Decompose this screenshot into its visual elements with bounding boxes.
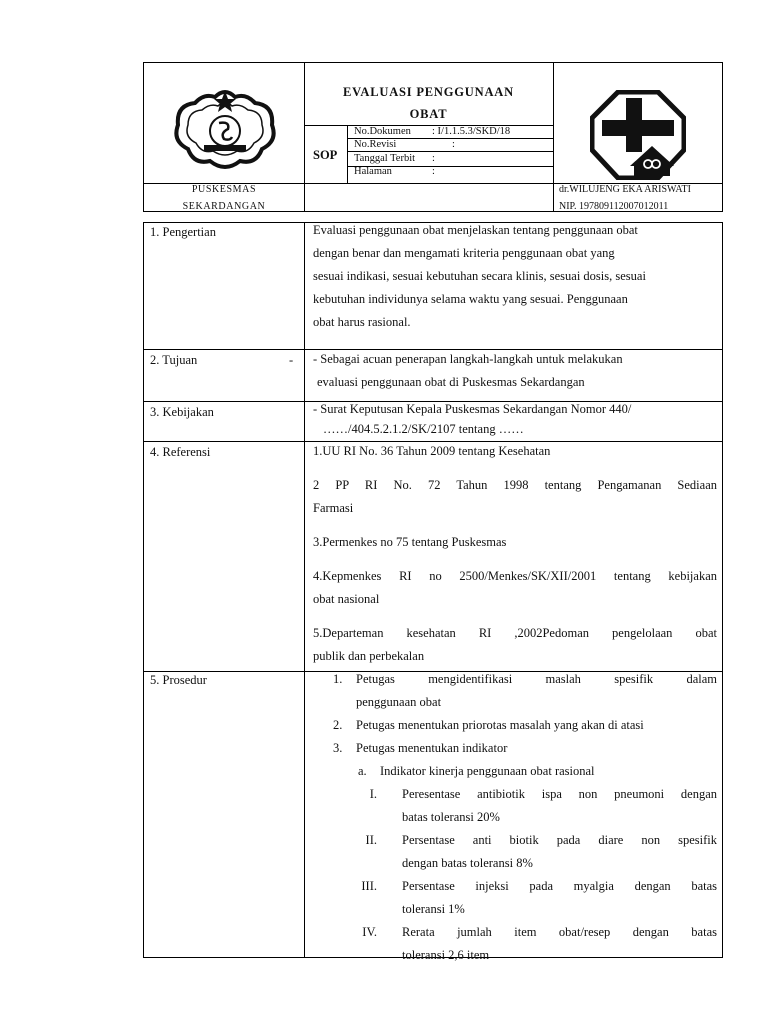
indicator-text: dengan batas toleransi 8% [402,856,533,870]
procedure-step [313,737,717,760]
document-title-line2: OBAT [409,107,448,121]
indicator-text: Persentase anti biotik pada diare non spesifik [402,833,717,847]
step-text: Petugas mengidentifikasi maslah spesifik dalam [356,672,717,686]
step-text: Petugas menentukan indikator [356,741,508,755]
indicator-number: II. [365,833,377,847]
procedure-substep [313,760,717,783]
tujuan-text [313,348,717,394]
indicator-text: toleransi 2,6 item [402,948,490,962]
field-tanggal-terbit [348,153,553,165]
column-divider [304,223,305,957]
indicator-text: Rerata jumlah item obat/resep dengan batas [402,925,717,939]
document-header [143,62,723,212]
reference-item [313,531,717,565]
indicator-text: Persentase injeksi pada myalgia dengan batas [402,879,717,893]
field-value: : [432,153,435,164]
text-line: Evaluasi penggunaan obat menjelaskan tentang penggunaan obat [313,223,638,237]
prosedur-list [313,668,717,967]
field-label: Tanggal Terbit [354,153,416,164]
step-number: 1. [333,672,343,686]
field-label: No.Dokumen [354,126,411,137]
text-line: ……/404.5.2.1.2/SK/2107 tentang …… [323,422,524,436]
section-label-prosedur: 5. Prosedur [150,673,207,687]
procedure-step [313,668,717,714]
indicator-number: IV. [362,925,377,939]
text-line: kebutuhan individunya selama waktu yang sesuai. Penggunaan [313,292,628,306]
indicator-number: I. [369,787,377,801]
regency-emblem-logo [170,85,280,173]
field-value: : [432,166,435,177]
indicator-item [313,829,717,875]
substep-text: Indikator kinerja penggunaan obat rasional [380,764,595,778]
step-text: penggunaan obat [356,695,442,709]
indicator-item [313,921,717,967]
text-line: dengan benar dan mengamati kriteria penggunaan obat yang [313,246,615,260]
document-fields-block [304,125,553,184]
field-no-dokumen [348,126,553,138]
section-label-pengertian: 1. Pengertian [150,225,216,239]
reference-line: obat nasional [313,592,380,606]
kebijakan-text [313,399,717,439]
field-no-revisi [348,139,553,151]
reference-line: 1.UU RI No. 36 Tahun 2009 tentang Kesehatan [313,444,551,458]
reference-line: 3.Permenkes no 75 tentang Puskesmas [313,535,507,549]
header-divider [553,63,554,211]
tujuan-dash: - [289,353,294,367]
field-value: : [452,139,455,150]
reference-item [313,565,717,622]
indicator-text: toleransi 1% [402,902,465,916]
text-line: - Surat Keputusan Kepala Puskesmas Sekardangan Nomor 440/ [313,402,632,416]
reference-line: 2 PP RI No. 72 Tahun 1998 tentang Pengamanan Sediaan [313,478,717,492]
text-line: evaluasi penggunaan obat di Puskesmas Sekardangan [317,375,585,389]
pengertian-text [313,219,717,334]
reference-line: 4.Kepmenkes RI no 2500/Menkes/SK/XII/2001 tentang kebijakan [313,569,717,583]
organization-name-line1: PUSKESMAS [191,184,257,195]
text-line: obat harus rasional. [313,315,411,329]
organization-name-line2: SEKARDANGAN [182,201,266,212]
reference-item [313,474,717,531]
reference-item [313,622,717,672]
field-divider [348,151,553,152]
indicator-item [313,783,717,829]
procedure-step [313,714,717,737]
step-number: 3. [333,741,343,755]
sop-label: SOP [313,148,338,162]
section-label-referensi: 4. Referensi [150,445,211,459]
text-line: sesuai indikasi, sesuai kebutuhan secara klinis, sesuai dosis, sesuai [313,269,646,283]
field-label: Halaman [354,166,392,177]
field-label: No.Revisi [354,139,397,150]
substep-letter: a. [358,764,367,778]
field-value: : I/1.1.5.3/SKD/18 [432,126,511,137]
indicator-text: Peresentase antibiotik ispa non pneumoni dengan [402,787,717,801]
puskesmas-logo [590,90,686,180]
text-line: - Sebagai acuan penerapan langkah-langkah untuk melakukan [313,352,623,366]
step-number: 2. [333,718,343,732]
indicator-number: III. [361,879,377,893]
step-text: Petugas menentukan priorotas masalah yang akan di atasi [356,718,644,732]
field-halaman [348,166,553,178]
reference-line: Farmasi [313,501,354,515]
reference-line: publik dan perbekalan [313,649,425,663]
signer-nip: NIP. 197809112007012011 [559,201,669,212]
indicator-item [313,875,717,921]
indicator-text: batas toleransi 20% [402,810,500,824]
reference-line: 5.Departeman kesehatan RI ,2002Pedoman pengelolaan obat [313,626,717,640]
referensi-list [313,440,717,672]
document-title-line1: EVALUASI PENGGUNAAN [343,85,514,99]
section-label-tujuan: 2. Tujuan [150,353,198,367]
reference-item [313,440,717,474]
signer-name: dr.WILUJENG EKA ARISWATI [559,184,691,195]
sop-content-table [143,222,723,962]
section-label-kebijakan: 3. Kebijakan [150,405,214,419]
